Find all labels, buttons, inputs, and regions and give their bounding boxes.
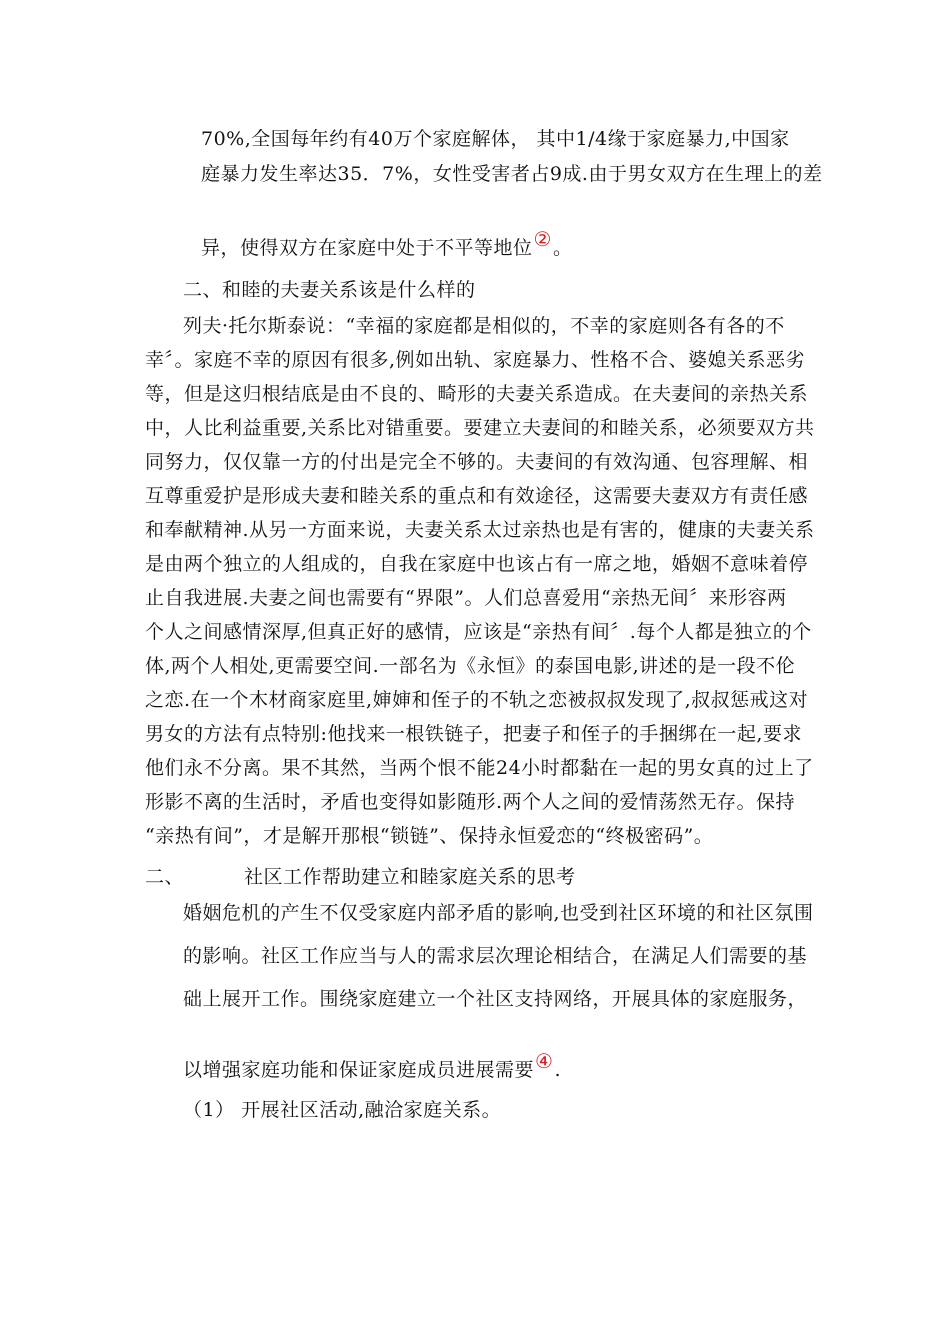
body-text-line: 个人之间感情深厚,但真正好的感情，应该是“亲热有间〞.每个人都是独立的个 [145,621,812,643]
body-text-fragment: . [554,1059,561,1081]
section-heading-number: 二、 [145,866,185,888]
body-text-line: 同努力，仅仅靠一方的付出是完全不够的。夫妻间的有效沟通、包容理解、相 [145,451,809,473]
body-text-line [183,1049,561,1082]
body-text-line: 列夫·托尔斯泰说：“幸福的家庭都是相似的，不幸的家庭则各有各的不 [183,315,785,337]
body-text-line: 止自我进展.夫妻之间也需要有“界限”。人们总喜爱用“亲热无间〞来形容两 [145,587,787,609]
body-text-line: 础上展开工作。围绕家庭建立一个社区支持网络，开展具体的家庭服务， [183,988,808,1010]
body-text-line: 中，人比利益重要,关系比对错重要。要建立夫妻间的和睦关系，必须要双方共 [145,417,815,439]
section-heading [145,865,576,889]
body-text-line: 幸〞。家庭不幸的原因有很多,例如出轨、家庭暴力、性格不合、婆媳关系恶劣 [145,349,806,371]
body-text-line: 男女的方法有点特别:他找来一根铁链子，把妻子和侄子的手捆绑在一起,要求 [145,723,802,745]
body-text-line: 婚姻危机的产生不仅受家庭内部矛盾的影响,也受到社区环境的和社区氛围 [183,902,814,924]
body-text-line: 的影响。社区工作应当与人的需求层次理论相结合，在满足人们需要的基 [183,945,808,967]
body-text-line: 互尊重爱护是形成夫妻和睦关系的重点和有效途径，这需要夫妻双方有责任感 [145,485,809,507]
body-text-line: 是由两个独立的人组成的，自我在家庭中也该占有一席之地，婚姻不意味着停 [145,553,809,575]
body-text-line: 他们永不分离。果不其然，当两个恨不能24小时都黏在一起的男女真的过上了 [145,757,814,779]
body-text-line: 和奉献精神.从另一方面来说，夫妻关系太过亲热也是有害的，健康的夫妻关系 [145,519,815,541]
section-heading-text: 社区工作帮助建立和睦家庭关系的思考 [244,866,576,888]
body-text-line [201,227,572,260]
footnote-marker: ④ [535,1049,554,1073]
body-text-fragment: 。 [552,237,573,259]
body-text-line: 形影不离的生活时，矛盾也变得如影随形.两个人之间的爱情荡然无存。保持 [145,791,796,813]
body-text-line: “亲热有间”，才是解开那根“锁链”、保持永恒爱恋的“终极密码”。 [145,825,714,847]
body-text-line: 70%,全国每年约有40万个家庭解体， 其中1/4缘于家庭暴力,中国家 [201,128,790,150]
list-item: （1） 开展社区活动,融洽家庭关系。 [183,1099,502,1121]
body-text-line: 之恋.在一个木材商家庭里,婶婶和侄子的不轨之恋被叔叔发现了,叔叔惩戒这对 [145,689,809,711]
body-text-fragment: 异，使得双方在家庭中处于不平等地位 [201,237,533,259]
body-text-line: 庭暴力发生率达35．7%，女性受害者占9成.由于男女双方在生理上的差 [201,163,823,185]
footnote-marker: ② [533,227,552,251]
body-text-fragment: 以增强家庭功能和保证家庭成员进展需要 [183,1059,535,1081]
section-heading: 二、和睦的夫妻关系该是什么样的 [183,279,476,301]
body-text-line: 等，但是这归根结底是由不良的、畸形的夫妻关系造成。在夫妻间的亲热关系 [145,383,809,405]
body-text-line: 体,两个人相处,更需要空间.一部名为《永恒》的泰国电影,讲述的是一段不伦 [145,655,796,677]
